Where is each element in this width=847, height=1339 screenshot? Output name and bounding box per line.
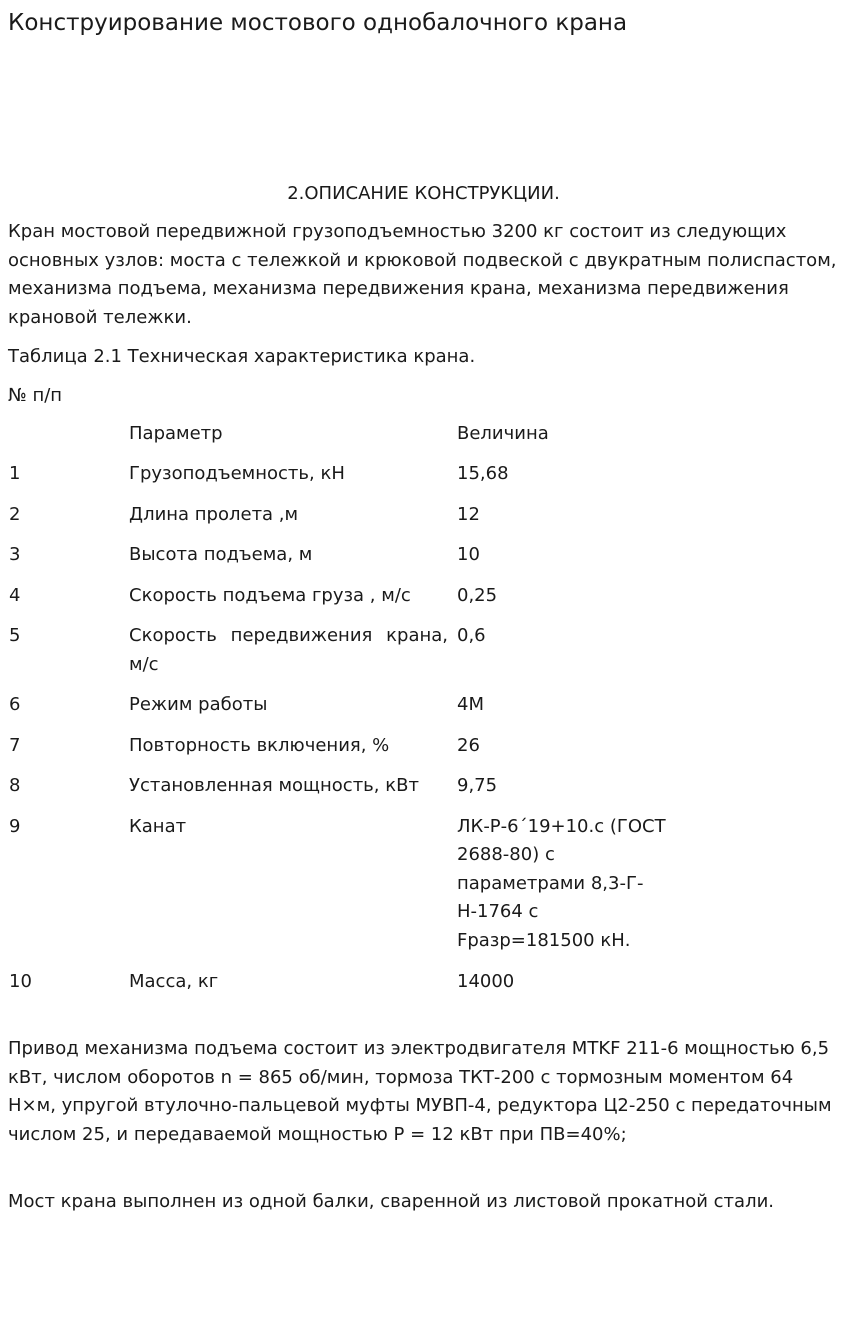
row-value: 26	[457, 734, 480, 756]
row-num: 8	[9, 775, 21, 796]
bridge-paragraph: Мост крана выполнен из одной балки, сваренной из листовой прокатной стали.	[8, 1191, 775, 1212]
row-param: Повторность включения, %	[129, 734, 390, 756]
drive-paragraph: Привод механизма подъема состоит из электродвигателя MTKF 211-6 мощностью 6,5 кВт, числом оборотов n = 865 об/мин, тормоза ТКТ-200 с тормозным моментом 64 Н×м, упругой втулочно-пальцевой муфты МУВП-4, редуктора Ц2-250 с передаточным числом 25, и передаваемой мощностью Р = 12 кВт при ПВ=40%;	[8, 1038, 832, 1145]
row-param: Скорость передвижения крана, м/с	[129, 625, 448, 675]
table-caption: Таблица 2.1 Техническая характеристика крана.	[8, 346, 476, 367]
row-num: 5	[9, 625, 21, 646]
table-header-row	[0, 420, 678, 460]
table-row	[0, 968, 678, 1008]
row-num: 6	[9, 694, 21, 715]
row-param: Длина пролета ,м	[129, 503, 299, 525]
row-param: Режим работы	[129, 694, 268, 715]
row-num: 9	[9, 815, 21, 837]
row-value: 14000	[457, 970, 515, 992]
intro-paragraph: Кран мостовой передвижной грузоподъемностью 3200 кг состоит из следующих основных узлов: моста с тележкой и крюковой подвеской с двукратным полиспастом, механизма подъема, механизма передвижения крана, механизма передвижения крановой тележки.	[8, 221, 837, 328]
row-value: 12	[457, 503, 480, 525]
row-num: 1	[9, 463, 21, 484]
row-param: Грузоподъемность, кН	[129, 463, 345, 484]
row-param: Масса, кг	[129, 970, 219, 992]
table-row	[0, 772, 678, 813]
table-row	[0, 460, 678, 501]
row-num: 3	[9, 544, 21, 565]
table-row	[0, 582, 678, 623]
table-row	[0, 732, 678, 773]
row-value: 10	[457, 544, 480, 565]
row-param: Установленная мощность, кВт	[129, 775, 419, 796]
row-value: ЛК-Р-6´19+10.с (ГОСТ 2688-80) с параметрами 8,3-Г-Н-1764 с Fразр=181500 кН.	[457, 815, 666, 951]
table-row	[0, 541, 678, 582]
header-value-cell: Величина	[457, 423, 549, 444]
row-num: 2	[9, 503, 21, 525]
header-param-cell: Параметр	[129, 423, 223, 444]
section-heading: 2.ОПИСАНИЕ КОНСТРУКЦИИ.	[287, 183, 560, 204]
row-param: Высота подъема, м	[129, 544, 313, 565]
row-value: 9,75	[457, 775, 498, 796]
row-num: 10	[9, 970, 32, 992]
row-value: 0,25	[457, 584, 498, 606]
row-num: 4	[9, 584, 21, 606]
row-param: Скорость подъема груза , м/с	[129, 584, 411, 606]
table-row	[0, 622, 678, 691]
row-value: 4М	[457, 694, 484, 715]
row-param: Канат	[129, 815, 187, 837]
document-title: Конструирование мостового однобалочного крана	[8, 10, 628, 36]
table-row	[0, 691, 678, 732]
number-column-label: № п/п	[8, 385, 63, 406]
table-row	[0, 813, 678, 968]
row-value: 15,68	[457, 463, 509, 484]
spec-table	[0, 420, 678, 1008]
header-num-cell	[0, 420, 120, 460]
row-num: 7	[9, 734, 21, 756]
table-row	[0, 501, 678, 542]
row-value: 0,6	[457, 625, 486, 646]
